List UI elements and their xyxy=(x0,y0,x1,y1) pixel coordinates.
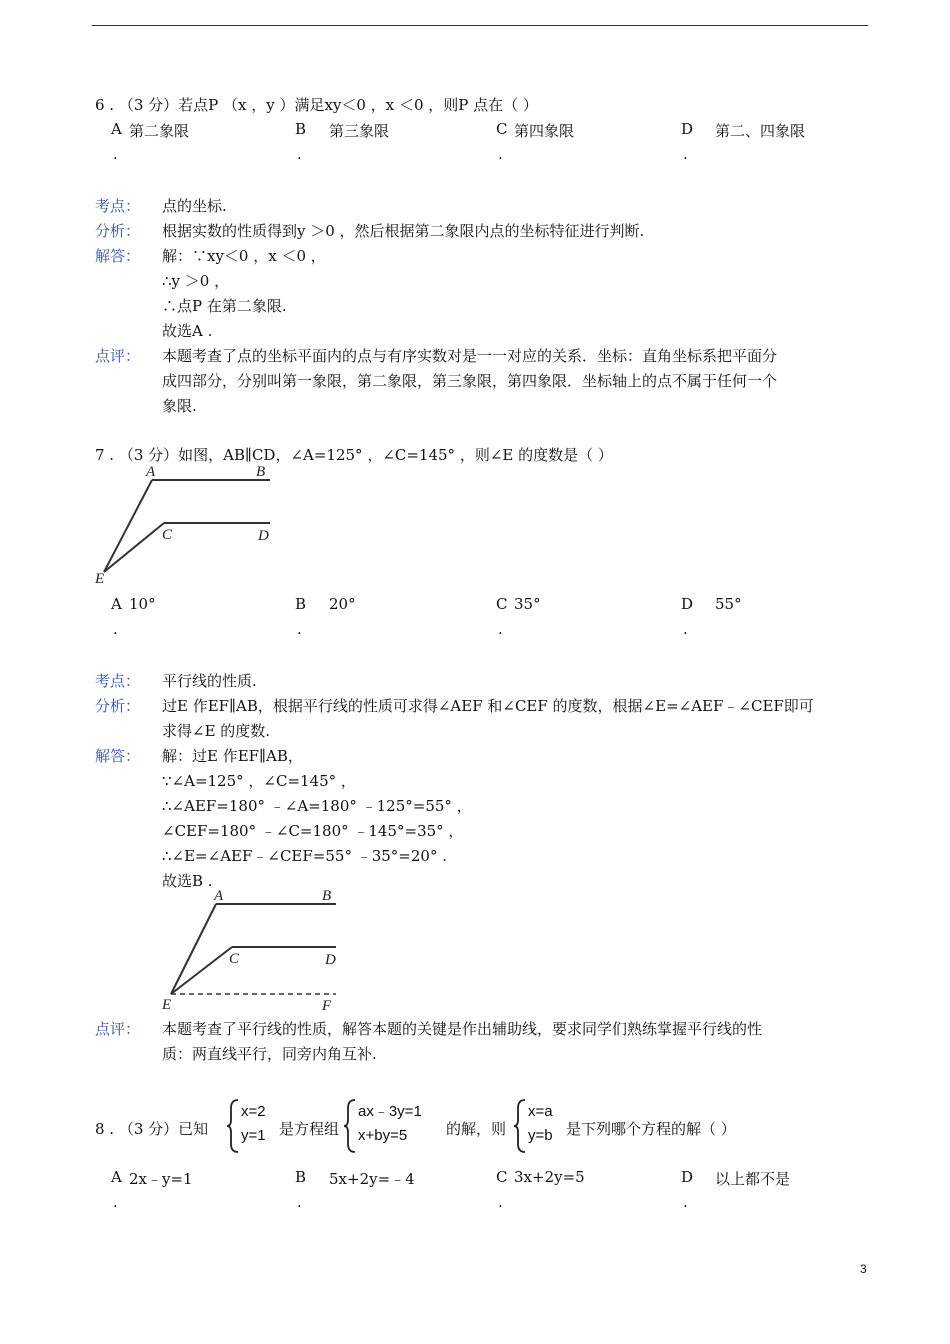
q6-fenxi: 根据实数的性质得到y ＞0 ，然后根据第二象限内点的坐标特征进行判断. xyxy=(162,222,645,240)
q8-mid-1: 是方程组 xyxy=(279,1120,340,1138)
q7-dot-b: . xyxy=(297,620,302,638)
q7-option-a-text: 10° xyxy=(129,595,156,613)
q7-jieda-line: 故选B . xyxy=(162,872,213,890)
q8-dot-d: . xyxy=(683,1193,688,1211)
q6-option-d-text: 第二、四象限 xyxy=(715,122,806,140)
q7-figure xyxy=(92,462,282,590)
q7-fenxi-line: 求得∠E 的度数. xyxy=(162,722,271,740)
q6-dot-b: . xyxy=(297,145,302,163)
q6-option-c-letter: C xyxy=(496,120,508,138)
q8-option-d-letter: D xyxy=(681,1168,694,1186)
q6-kaodian-label: 考点： xyxy=(95,197,141,215)
q6-option-a-text: 第二象限 xyxy=(129,122,190,140)
q6-fenxi-label: 分析： xyxy=(95,222,141,240)
q8-system-2-eq2: x+by=5 xyxy=(358,1127,408,1144)
q7-dot-d: . xyxy=(683,620,688,638)
q7-jieda-label: 解答： xyxy=(95,747,141,765)
q7-option-b-letter: B xyxy=(295,595,307,613)
q6-dot-c: . xyxy=(498,145,503,163)
q8-option-a-text: 2x﹣y=1 xyxy=(129,1170,193,1188)
q8-option-b-text: 5x+2y=﹣4 xyxy=(329,1170,415,1188)
q6-jieda-line: 故选A . xyxy=(162,322,213,340)
q8-stem-prefix: 8 . （3 分）已知 xyxy=(95,1120,209,1138)
q8-system-2 xyxy=(358,1100,422,1148)
q6-jieda-line: 解：∵xy＜0 ，x ＜0 ， xyxy=(162,247,326,265)
q6-kaodian: 点的坐标. xyxy=(162,197,227,215)
page-number: 3 xyxy=(860,1262,867,1276)
label-c: C xyxy=(229,951,240,967)
label-e: E xyxy=(162,997,172,1013)
label-f: F xyxy=(322,998,332,1014)
q8-option-a-letter: A xyxy=(111,1168,122,1186)
q8-stem-suffix: 是下列哪个方程的解（ ） xyxy=(566,1120,736,1138)
q6-jieda-line: ∴点P 在第二象限. xyxy=(162,297,287,315)
q7-dianping-line: 本题考查了平行线的性质，解答本题的关键是作出辅助线，要求同学们熟练掌握平行线的性 xyxy=(162,1020,763,1038)
label-d: D xyxy=(325,952,336,968)
q8-dot-a: . xyxy=(113,1193,118,1211)
header-rule xyxy=(92,25,868,26)
q7-jieda-line: 解：过E 作EF∥AB， xyxy=(162,747,303,765)
q7-dot-a: . xyxy=(113,620,118,638)
q8-mid-2: 的解，则 xyxy=(446,1120,507,1138)
label-d: D xyxy=(258,528,269,544)
q8-option-b-letter: B xyxy=(295,1168,307,1186)
q6-option-b-letter: B xyxy=(295,120,307,138)
q8-option-d-text: 以上都不是 xyxy=(715,1170,791,1188)
q8-dot-b: . xyxy=(297,1193,302,1211)
q7-stem: 7 . （3 分）如图，AB∥CD，∠A=125° ，∠C=145° ，则∠E 的度数是（ ） xyxy=(95,446,613,464)
q8-system-3-eq1: x=a xyxy=(528,1103,553,1120)
label-a: A xyxy=(146,464,156,480)
line-ae xyxy=(104,480,152,572)
q7-option-b-text: 20° xyxy=(329,595,356,613)
q6-dianping-line: 象限. xyxy=(162,397,197,415)
q7-dianping-line: 质：两直线平行，同旁内角互补. xyxy=(162,1045,377,1063)
line-ce xyxy=(171,947,232,994)
q7-option-c-text: 35° xyxy=(514,595,541,613)
q7-option-a-letter: A xyxy=(111,595,122,613)
q6-dianping-line: 本题考查了点的坐标平面内的点与有序实数对是一一对应的关系．坐标：直角坐标系把平面分 xyxy=(162,347,778,365)
q8-dot-c: . xyxy=(498,1193,503,1211)
q8-system-3 xyxy=(528,1100,553,1148)
q7-dianping-label: 点评： xyxy=(95,1020,141,1038)
line-ce xyxy=(104,523,164,572)
q8-system-1 xyxy=(241,1100,266,1148)
q6-option-c-text: 第四象限 xyxy=(514,122,575,140)
q8-option-c-letter: C xyxy=(496,1168,508,1186)
q7-jieda-line: ∴∠E=∠AEF﹣∠CEF=55° ﹣35°=20° . xyxy=(162,847,447,865)
label-b: B xyxy=(256,464,266,480)
q6-dot-d: . xyxy=(683,145,688,163)
q7-option-d-text: 55° xyxy=(715,595,742,613)
q7-fenxi-line: 过E 作EF∥AB，根据平行线的性质可求得∠AEF 和∠CEF 的度数，根据∠E=∠AEF﹣∠CEF即可 xyxy=(162,697,814,715)
q8-system-2-eq1: ax﹣3y=1 xyxy=(358,1103,422,1120)
q7-kaodian: 平行线的性质. xyxy=(162,672,257,690)
q8-brace-3 xyxy=(513,1098,527,1154)
q6-jieda-label: 解答： xyxy=(95,247,141,265)
q7-solution-figure xyxy=(158,886,348,1014)
label-b: B xyxy=(322,888,332,904)
label-c: C xyxy=(162,527,173,543)
q6-option-a-letter: A xyxy=(111,120,122,138)
q7-kaodian-label: 考点： xyxy=(95,672,141,690)
q8-option-c-text: 3x+2y=5 xyxy=(514,1168,585,1186)
q6-dianping-line: 成四部分，分别叫第一象限，第二象限，第三象限，第四象限．坐标轴上的点不属于任何一个 xyxy=(162,372,778,390)
q7-jieda-line: ∠CEF=180° ﹣∠C=180° ﹣145°=35° ， xyxy=(162,822,464,840)
line-ae xyxy=(171,904,216,994)
q8-system-3-eq2: y=b xyxy=(528,1127,553,1144)
label-e: E xyxy=(95,571,105,587)
q8-system-1-eq2: y=1 xyxy=(241,1127,266,1144)
q6-dianping-label: 点评： xyxy=(95,347,141,365)
q7-option-c-letter: C xyxy=(496,595,508,613)
q7-jieda-line: ∵∠A=125° ，∠C=145° ， xyxy=(162,772,356,790)
q7-option-d-letter: D xyxy=(681,595,694,613)
q6-jieda-line: ∴y ＞0 ， xyxy=(162,272,230,290)
label-a: A xyxy=(214,888,224,904)
q6-stem: 6 . （3 分）若点P （x ，y ）满足xy＜0 ，x ＜0 ，则P 点在（ ） xyxy=(95,96,538,114)
q7-fenxi-label: 分析： xyxy=(95,697,141,715)
q6-option-b-text: 第三象限 xyxy=(329,122,390,140)
q8-brace-2 xyxy=(343,1098,357,1154)
q6-dot-a: . xyxy=(113,145,118,163)
q7-dot-c: . xyxy=(498,620,503,638)
q8-system-1-eq1: x=2 xyxy=(241,1103,266,1120)
q7-jieda-line: ∴∠AEF=180° ﹣∠A=180° ﹣125°=55° ， xyxy=(162,797,472,815)
q6-option-d-letter: D xyxy=(681,120,694,138)
q8-brace-1 xyxy=(226,1098,240,1154)
